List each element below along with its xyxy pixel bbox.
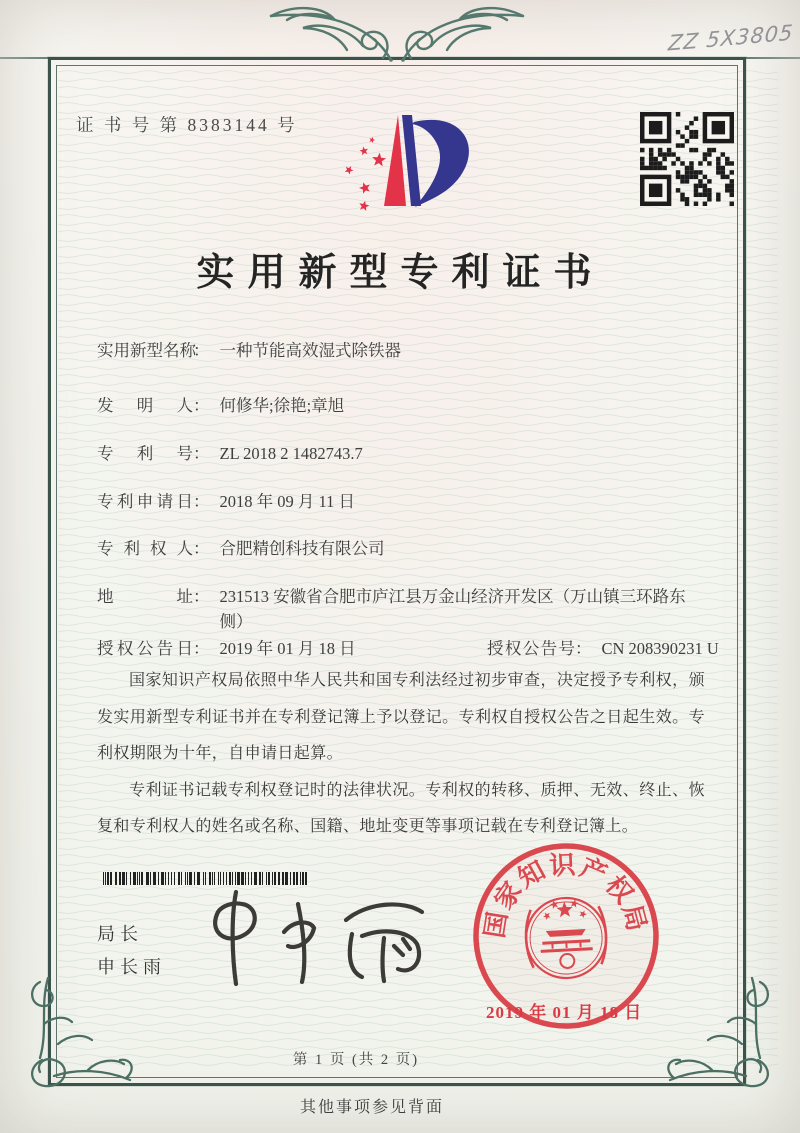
field-row-inventors (97, 393, 344, 418)
svg-text:识: 识 (548, 850, 577, 881)
svg-text:家: 家 (488, 876, 528, 915)
field-row-address (97, 584, 698, 634)
signer-block (97, 918, 166, 984)
field-label: 实用新型名称 (97, 341, 196, 360)
field-value: ZL 2018 2 1482743.7 (219, 444, 363, 463)
field-label: 授权公告号 (487, 639, 575, 658)
field-value: 一种节能高效湿式除铁器 (219, 341, 401, 360)
field-row-patentee (97, 536, 385, 561)
field-value: 231513 安徽省合肥市庐江县万金山经济开发区（万山镇三环路东侧） (219, 587, 686, 631)
legal-paragraph-1: 国家知识产权局依照中华人民共和国专利法经过初步审查，决定授予专利权，颁发实用新型专利证书并在专利登记簿上予以登记。专利权自授权公告之日起生效。专利权期限为十年，自申请日起算。 (97, 672, 705, 762)
field-row-patent-number (97, 441, 363, 466)
field-value: 合肥精创科技有限公司 (219, 539, 385, 558)
field-label: 专利权人 (97, 539, 193, 558)
certificate-title: 实用新型专利证书 (196, 252, 605, 294)
field-label: 发明人 (97, 396, 193, 415)
svg-text:局: 局 (616, 901, 652, 935)
colon: ： (193, 539, 210, 558)
cnipa-patent-logo-icon (336, 110, 486, 230)
colon: ： (575, 639, 592, 658)
field-label: 专利号 (97, 444, 193, 463)
colon: ： (193, 587, 210, 606)
svg-text:产: 产 (575, 852, 612, 890)
certificate-number: 证 书 号 第 8383144 号 (76, 115, 298, 135)
signer-name: 申长雨 (97, 957, 166, 977)
svg-text:权: 权 (599, 870, 639, 910)
svg-text:国: 国 (480, 909, 513, 941)
grant-date-value: 2019 年 01 月 18 日 (219, 639, 356, 658)
field-label: 地址 (97, 587, 193, 606)
colon: ： (193, 492, 210, 511)
svg-text:知: 知 (513, 855, 551, 894)
pencil-annotation: ZZ 5X3805 (667, 20, 795, 56)
field-value: 何修华;徐艳;章旭 (219, 396, 345, 415)
signature-handwriting (198, 876, 438, 996)
legal-text (97, 663, 705, 846)
field-row-filing-date (97, 489, 355, 514)
back-note: 其他事项参见背面 (299, 1099, 444, 1116)
grant-number-group (487, 636, 719, 661)
signer-title: 局长 (97, 924, 143, 944)
colon: ： (193, 444, 210, 463)
field-label: 授权公告日 (97, 639, 193, 658)
legal-paragraph-2: 专利证书记载专利权登记时的法律状况。专利权的转移、质押、无效、终止、恢复和专利权人的姓名或名称、国籍、地址变更等事项记载在专利登记簿上。 (97, 781, 705, 835)
colon: ： (193, 341, 210, 360)
page-indicator: 第 1 页 (共 2 页) (292, 1052, 420, 1068)
qr-code (640, 112, 734, 206)
field-value: 2018 年 09 月 11 日 (219, 492, 356, 511)
colon: ： (193, 396, 210, 415)
field-row-name (97, 338, 401, 363)
colon: ： (193, 639, 210, 658)
field-label: 专利申请日 (97, 492, 193, 511)
grant-row (97, 636, 719, 661)
seal-date: 2019 年 01 月 18 日 (486, 1003, 643, 1022)
grant-number-value: CN 208390231 U (601, 639, 719, 658)
